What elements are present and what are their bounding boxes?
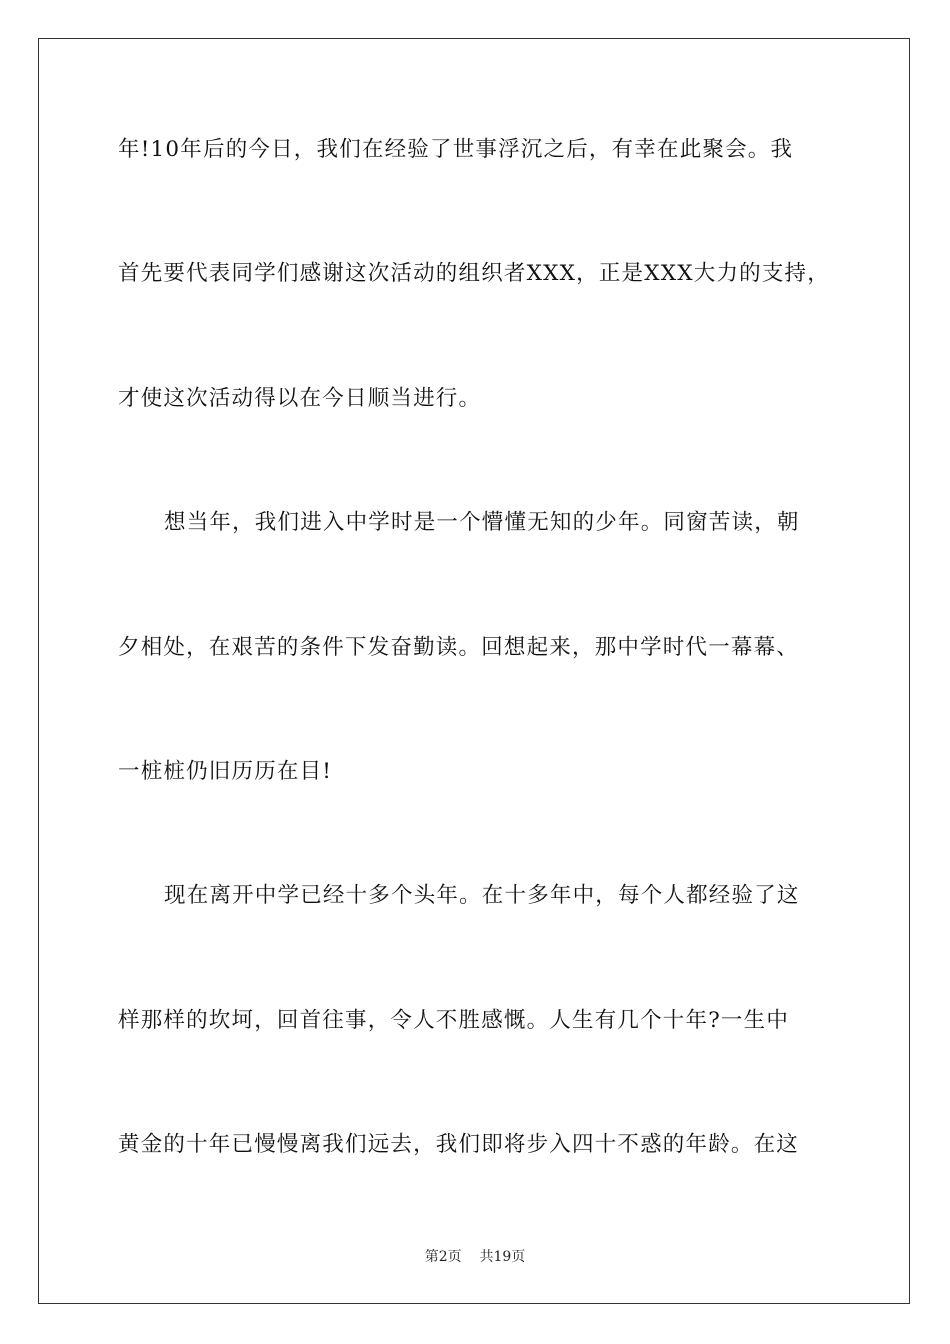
text-line-9: 黄金的十年已慢慢离我们远去，我们即将步入四十不惑的年龄。在这 <box>118 1132 800 1157</box>
text-line-7: 现在离开中学已经十多个头年。在十多年中，每个人都经验了这 <box>164 883 800 908</box>
page-border <box>38 38 910 1304</box>
page-number: 第2页 <box>424 1249 462 1265</box>
text-line-6: 一桩桩仍旧历历在目! <box>118 759 333 784</box>
text-line-1: 年!10年后的今日，我们在经验了世事浮沉之后，有幸在此聚会。我 <box>118 137 794 162</box>
text-line-2: 首先要代表同学们感谢这次活动的组织者XXX，正是XXX大力的支持， <box>118 261 830 286</box>
text-line-5: 夕相处，在艰苦的条件下发奋勤读。回想起来，那中学时代一幕幕、 <box>118 635 800 660</box>
text-line-4: 想当年，我们进入中学时是一个懵懂无知的少年。同窗苦读，朝 <box>164 510 800 535</box>
text-line-3: 才使这次活动得以在今日顺当进行。 <box>118 386 482 411</box>
text-line-8: 样那样的坎坷，回首往事，令人不胜感慨。人生有几个十年?一生中 <box>118 1008 790 1033</box>
page-total: 共19页 <box>479 1249 526 1265</box>
page-footer <box>0 1248 950 1266</box>
